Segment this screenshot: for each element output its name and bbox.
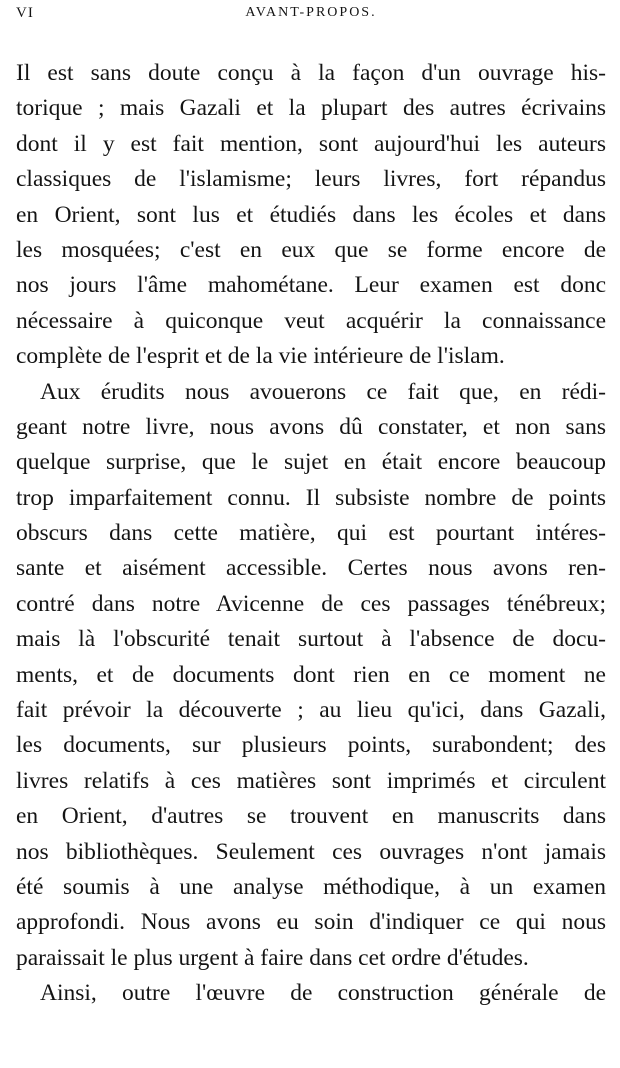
page-number: VI [16, 5, 34, 21]
text-line: en Orient, d'autres se trouvent en manuscrits dans [16, 803, 606, 830]
body-text [16, 56, 606, 1012]
text-line: nos bibliothèques. Seulement ces ouvrages n'ont jamais [16, 838, 606, 865]
text-line: mais là l'obscurité tenait surtout à l'absence de docu- [16, 626, 606, 653]
paragraph-first-line: Ainsi, outre l'œuvre de construction générale de [40, 980, 606, 1007]
text-line: livres relatifs à ces matières sont imprimés et circulent [16, 767, 606, 794]
text-line: geant notre livre, nous avons dû constater, et non sans [16, 413, 606, 440]
text-line: les mosquées; c'est en eux que se forme encore de [16, 236, 606, 263]
text-line: dont il y est fait mention, sont aujourd'hui les auteurs [16, 130, 606, 157]
text-line: paraissait le plus urgent à faire dans cet ordre d'études. [16, 944, 529, 971]
text-line: approfondi. Nous avons eu soin d'indiquer ce qui nous [16, 909, 606, 936]
text-line: torique ; mais Gazali et la plupart des autres écrivains [16, 95, 606, 122]
text-line: nos jours l'âme mahométane. Leur examen est donc [16, 272, 606, 299]
text-line: quelque surprise, que le sujet en était encore beaucoup [16, 449, 606, 476]
text-line: en Orient, sont lus et étudiés dans les écoles et dans [16, 201, 606, 228]
text-line: Il est sans doute conçu à la façon d'un ouvrage his- [16, 60, 606, 86]
paragraph-first-line: Aux érudits nous avouerons ce fait que, en rédi- [40, 378, 606, 405]
text-line: les documents, sur plusieurs points, surabondent; des [16, 732, 606, 759]
text-line: classiques de l'islamisme; leurs livres, fort répandus [16, 166, 606, 193]
text-line: été soumis à une analyse méthodique, à un examen [16, 873, 606, 900]
running-title: AVANT-PROPOS. [245, 5, 377, 20]
text-line: complète de l'esprit et de la vie intérieure de l'islam. [16, 343, 505, 370]
text-line: trop imparfaitement connu. Il subsiste nombre de points [16, 484, 606, 511]
text-line: nécessaire à quiconque veut acquérir la connaissance [16, 307, 606, 334]
text-line: obscurs dans cette matière, qui est pourtant intéres- [16, 520, 606, 547]
text-line: fait prévoir la découverte ; au lieu qu'ici, dans Gazali, [16, 697, 606, 724]
text-line: ments, et de documents dont rien en ce moment ne [16, 661, 606, 688]
page-header [16, 5, 606, 29]
text-line: sante et aisément accessible. Certes nous avons ren- [16, 555, 606, 582]
text-line: contré dans notre Avicenne de ces passages ténébreux; [16, 590, 606, 617]
